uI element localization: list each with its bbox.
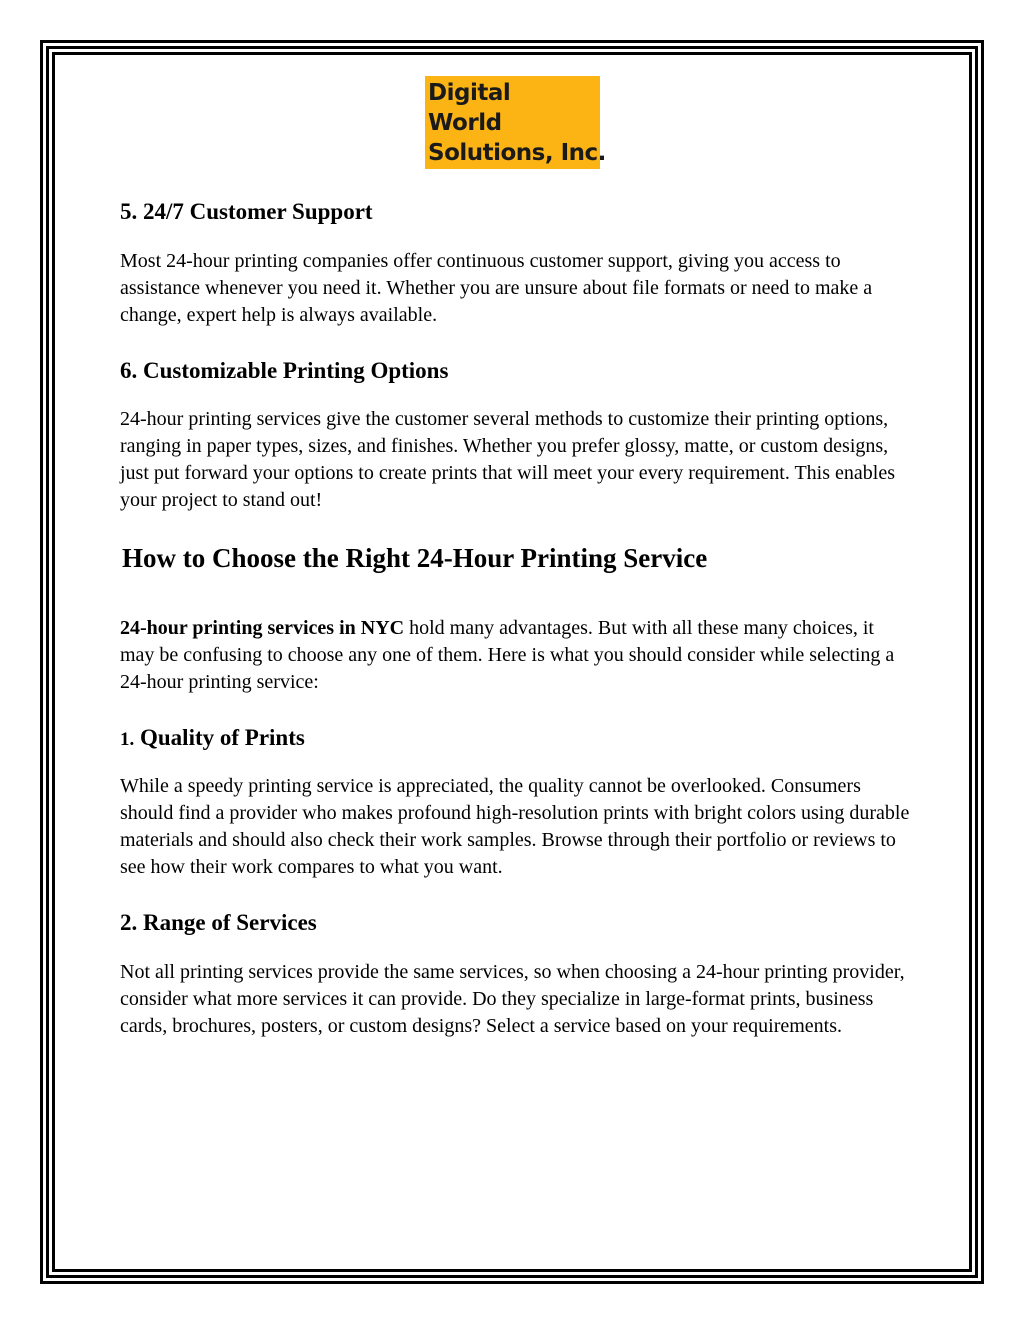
quality-heading-text: Quality of Prints xyxy=(134,724,305,750)
logo-line-1: Digital xyxy=(428,80,511,106)
paragraph-customer-support: Most 24-hour printing companies offer continuous customer support, giving you access to assistance whenever you need it. Whether you are unsure about file formats or need to make a change, expert help is always available. xyxy=(120,249,873,326)
intro-bold-link-text: 24-hour printing services in NYC xyxy=(120,616,405,639)
document-body xyxy=(120,198,910,1068)
heading-range-of-services: 2. Range of Services xyxy=(120,910,317,936)
intro-rest-text: hold many advantages. But with all these many choices, it may be confusing to choose any one of them. Here is what you should consider while selecting a 24-hour printing service: xyxy=(120,616,895,693)
paragraph-range-of-services: Not all printing services provide the same services, so when choosing a 24-hour printing provider, consider what more services it can provide. Do they specialize in large-format prints, business cards, brochures, posters, or custom designs? Select a service based on your requirements. xyxy=(120,960,905,1037)
heading-customer-support: 5. 24/7 Customer Support xyxy=(120,199,373,224)
paragraph-how-to-choose xyxy=(120,615,910,696)
logo-line-2: World xyxy=(428,110,502,136)
company-logo xyxy=(425,76,606,169)
heading-quality-of-prints xyxy=(120,724,910,752)
heading-customizable-options: 6. Customizable Printing Options xyxy=(120,357,449,383)
logo-line-3: Solutions, Inc. xyxy=(428,140,606,166)
heading-how-to-choose: How to Choose the Right 24-Hour Printing Service xyxy=(122,543,708,574)
quality-number: 1. xyxy=(120,728,135,750)
paragraph-customizable-options: 24-hour printing services give the customer several methods to customize their printing options, ranging in paper types, sizes, and finishes. Whether you prefer glossy, matte, or custom designs, just put forward your options to create prints that will meet your every requirement. This enables your project to stand out! xyxy=(120,408,895,512)
paragraph-quality-of-prints: While a speedy printing service is appreciated, the quality cannot be overlooked. Consumers should find a provider who makes profound high-resolution prints with bright colors using durable materials and should also check their work samples. Browse through their portfolio or reviews to see how their work compares to what you want. xyxy=(120,775,910,879)
